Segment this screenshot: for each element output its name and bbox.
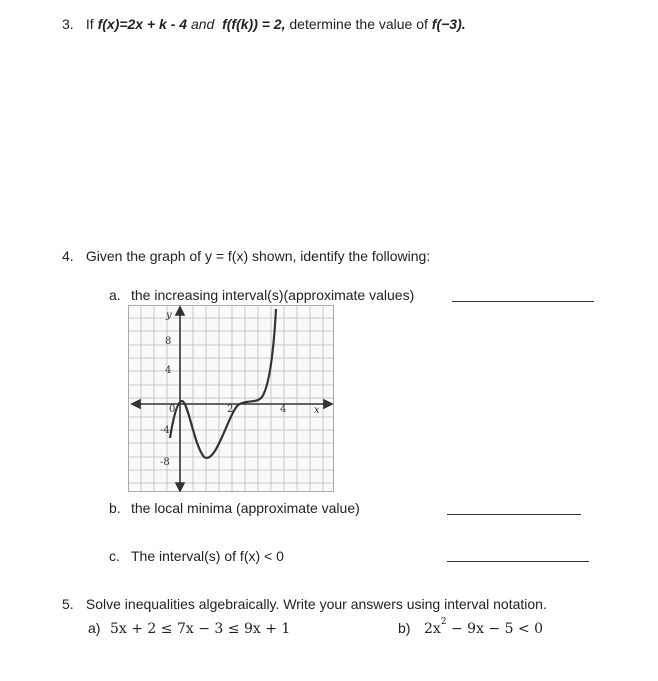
q3-function-definition: f(x)=2x + k - 4 xyxy=(97,16,188,32)
part-text: the local minima (approximate value) xyxy=(131,500,360,516)
part-label: a) xyxy=(88,620,101,636)
function-graph xyxy=(128,305,334,492)
origin-label: 0 xyxy=(169,404,176,415)
inequality-a: 5x + 2 ≤ 7x − 3 ≤ 9x + 1 xyxy=(110,621,291,637)
tick-label-x-2: 2 xyxy=(227,404,234,415)
y-axis-label: y xyxy=(166,310,172,321)
tick-label-y-neg4: -4 xyxy=(160,425,170,436)
answer-line-a[interactable] xyxy=(452,301,594,302)
question-4 xyxy=(62,248,430,264)
question-3 xyxy=(62,16,466,32)
inequality-b-rest: − 9x − 5 < 0 xyxy=(446,621,544,637)
question-number: 4. xyxy=(62,248,74,264)
q3-middle-text: determine the value of xyxy=(289,16,428,32)
tick-label-y-8: 8 xyxy=(165,336,172,347)
part-letter: a. xyxy=(109,287,121,303)
q4-part-a xyxy=(109,287,414,303)
part-letter: c. xyxy=(109,548,120,564)
part-label: b) xyxy=(398,620,411,636)
tick-label-y-neg8: -8 xyxy=(160,457,170,468)
q3-target: f(−3). xyxy=(431,16,466,32)
q3-prefix: If xyxy=(85,16,94,32)
q3-condition: f(f(k)) = 2, xyxy=(222,16,286,32)
question-5 xyxy=(62,596,547,612)
q4-part-c xyxy=(109,548,284,564)
tick-label-y-4: 4 xyxy=(165,365,172,376)
answer-line-c[interactable] xyxy=(447,561,589,562)
q5-part-b xyxy=(398,617,544,637)
question-number: 5. xyxy=(62,596,74,612)
answer-line-b[interactable] xyxy=(447,514,581,515)
q5-part-a xyxy=(88,620,290,637)
q4-text: Given the graph of y = f(x) shown, identify the following: xyxy=(85,248,431,264)
q4-part-b xyxy=(109,500,360,516)
part-text: the increasing interval(s)(approximate values) xyxy=(131,287,415,303)
tick-label-x-4: 4 xyxy=(280,404,287,415)
x-axis-label: x xyxy=(314,405,320,416)
inequality-b-lead: 2x xyxy=(424,621,441,637)
q5-text: Solve inequalities algebraically. Write your answers using interval notation. xyxy=(85,596,547,612)
inequality-b-exponent: 2 xyxy=(440,617,447,628)
q3-and-word: and xyxy=(190,16,215,32)
part-letter: b. xyxy=(109,500,121,516)
question-number: 3. xyxy=(62,16,74,32)
part-text: The interval(s) of f(x) < 0 xyxy=(131,548,284,564)
